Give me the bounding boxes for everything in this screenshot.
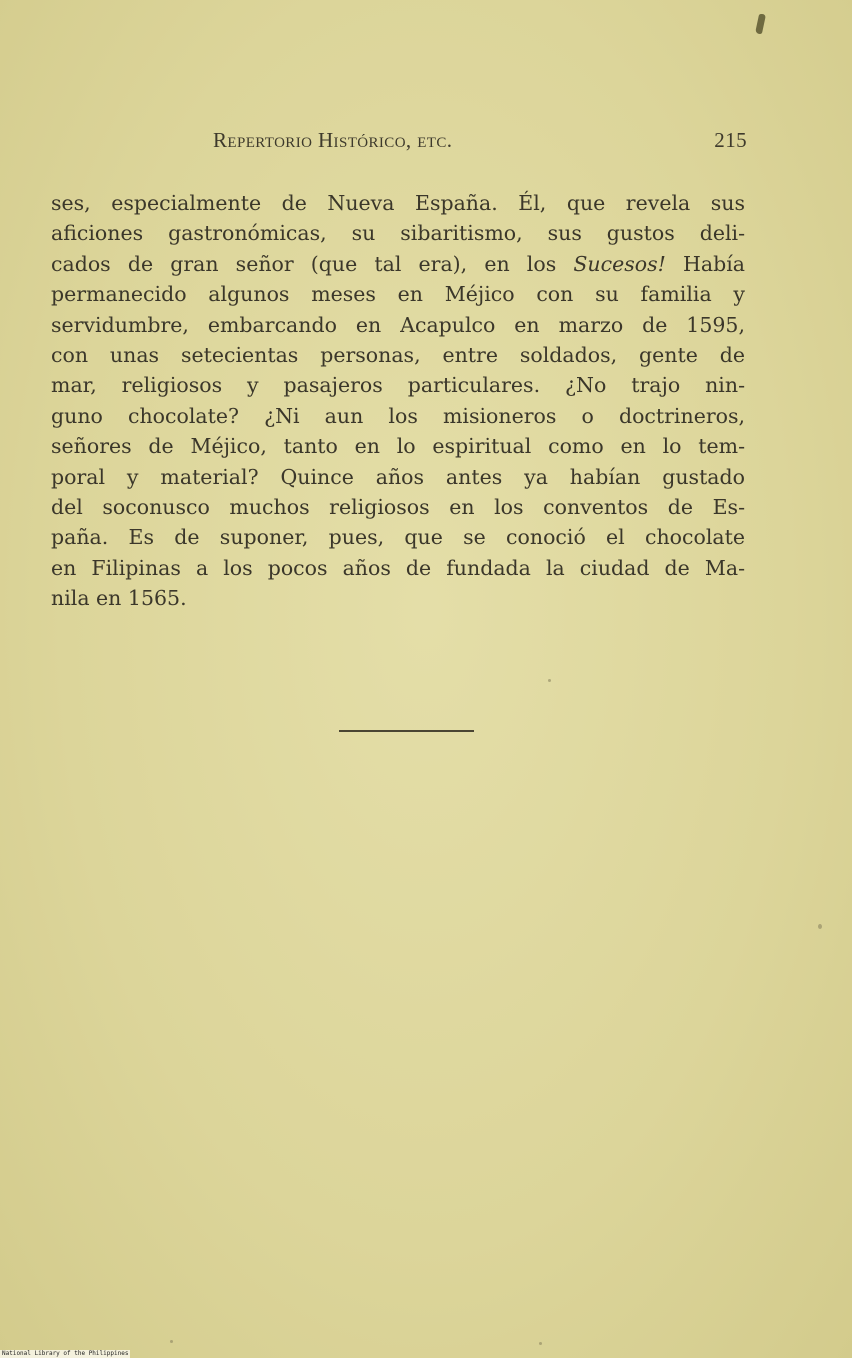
body-paragraph	[51, 188, 745, 613]
text-line: guno chocolate? ¿Ni aun los misioneros o doctrineros,	[51, 403, 745, 428]
section-end-rule	[339, 730, 474, 732]
paper-speck	[539, 1342, 542, 1345]
text-line: en Filipinas a los pocos años de fundada la ciudad de Ma-	[51, 555, 745, 580]
running-head	[213, 128, 747, 158]
text-line: señores de Méjico, tanto en lo espiritual como en lo tem-	[51, 434, 745, 459]
page-number: 215	[714, 128, 747, 152]
page-corner-mark	[755, 14, 766, 34]
paper-speck	[818, 924, 822, 929]
text-line: paña. Es de suponer, pues, que se conoció el chocolate	[51, 525, 745, 550]
text-line: aficiones gastronómicas, su sibaritismo, sus gustos deli-	[51, 221, 745, 246]
text-line: ses, especialmente de Nueva España. Él, que revela sus	[51, 191, 745, 215]
text-line: servidumbre, embarcando en Acapulco en marzo de 1595,	[51, 312, 745, 337]
paper-speck	[170, 1340, 173, 1343]
text-line: poral y material? Quince años antes ya habían gustado	[51, 464, 745, 489]
running-head-title: Repertorio Histórico, etc.	[213, 128, 453, 152]
text-line: del soconusco muchos religiosos en los conventos de Es-	[51, 494, 745, 519]
text-line-segment: Había	[682, 251, 745, 276]
italic-title-sucesos: Sucesos!	[573, 251, 666, 276]
text-line-segment: cados de gran señor (que tal era), en los	[51, 251, 557, 276]
text-line-last: nila en 1565.	[51, 586, 187, 611]
text-line: mar, religiosos y pasajeros particulares. ¿No trajo nin-	[51, 373, 745, 398]
paper-speck	[548, 679, 551, 682]
text-line: con unas setecientas personas, entre soldados, gente de	[51, 342, 745, 367]
library-credit: National Library of the Philippines	[2, 1350, 129, 1357]
text-line: permanecido algunos meses en Méjico con su familia y	[51, 282, 745, 307]
text-line-with-italic	[51, 249, 745, 279]
